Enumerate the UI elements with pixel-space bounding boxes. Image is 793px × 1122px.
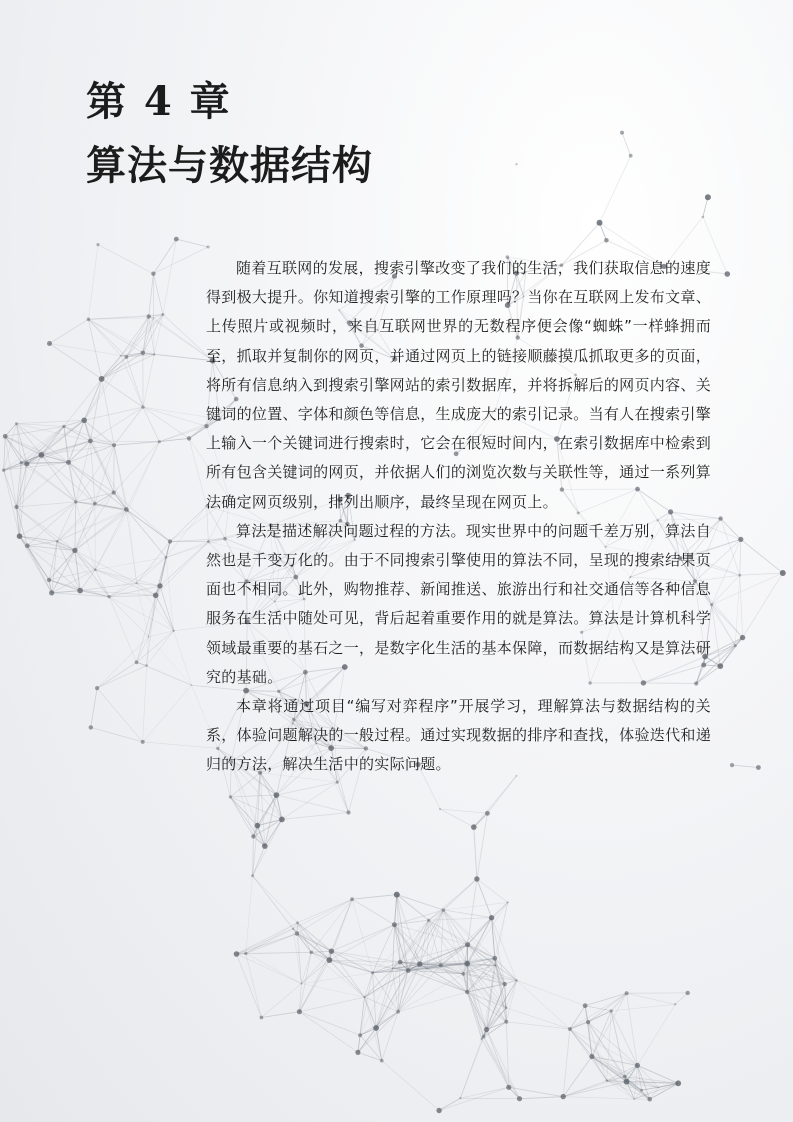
chapter-intro [206, 254, 711, 780]
paragraph-1: 随着互联网的发展，搜索引擎改变了我们的生活，我们获取信息的速度得到极大提升。你知道搜索引擎的工作原理吗？当你在互联网上发布文章、上传照片或视频时，来自互联网世界的无数程序便会像“蜘蛛”一样蜂拥而至，抓取并复制你的网页，并通过网页上的链接顺藤摸瓜抓取更多的页面，将所有信息纳入到搜索引擎网站的索引数据库，并将拆解后的网页内容、关键词的位置、字体和颜色等信息，生成庞大的索引记录。当有人在搜索引擎上输入一个关键词进行搜索时，它会在很短时间内，在索引数据库中检索到所有包含关键词的网页，并依据人们的浏览次数与关联性等，通过一系列算法确定网页级别，排列出顺序，最终呈现在网页上。 [206, 259, 711, 511]
paragraph-2: 算法是描述解决问题过程的方法。现实世界中的问题千差万别，算法自然也是千变万化的。由于不同搜索引擎使用的算法不同，呈现的搜索结果页面也不相同。此外，购物推荐、新闻推送、旅游出行和社交通信等各种信息服务在生活中随处可见，背后起着重要作用的就是算法。算法是计算机科学领域最重要的基石之一，是数字化生活的基本保障，而数据结构又是算法研究的基础。 [206, 521, 711, 686]
paragraph-3: 本章将通过项目“编写对弈程序”开展学习，理解算法与数据结构的关系，体验问题解决的一般过程。通过实现数据的排序和查找，体验迭代和递归的方法，解决生活中的实际问题。 [206, 697, 711, 774]
chapter-number: 第 4 章 [86, 78, 232, 125]
chapter-title: 算法与数据结构 [86, 142, 373, 189]
